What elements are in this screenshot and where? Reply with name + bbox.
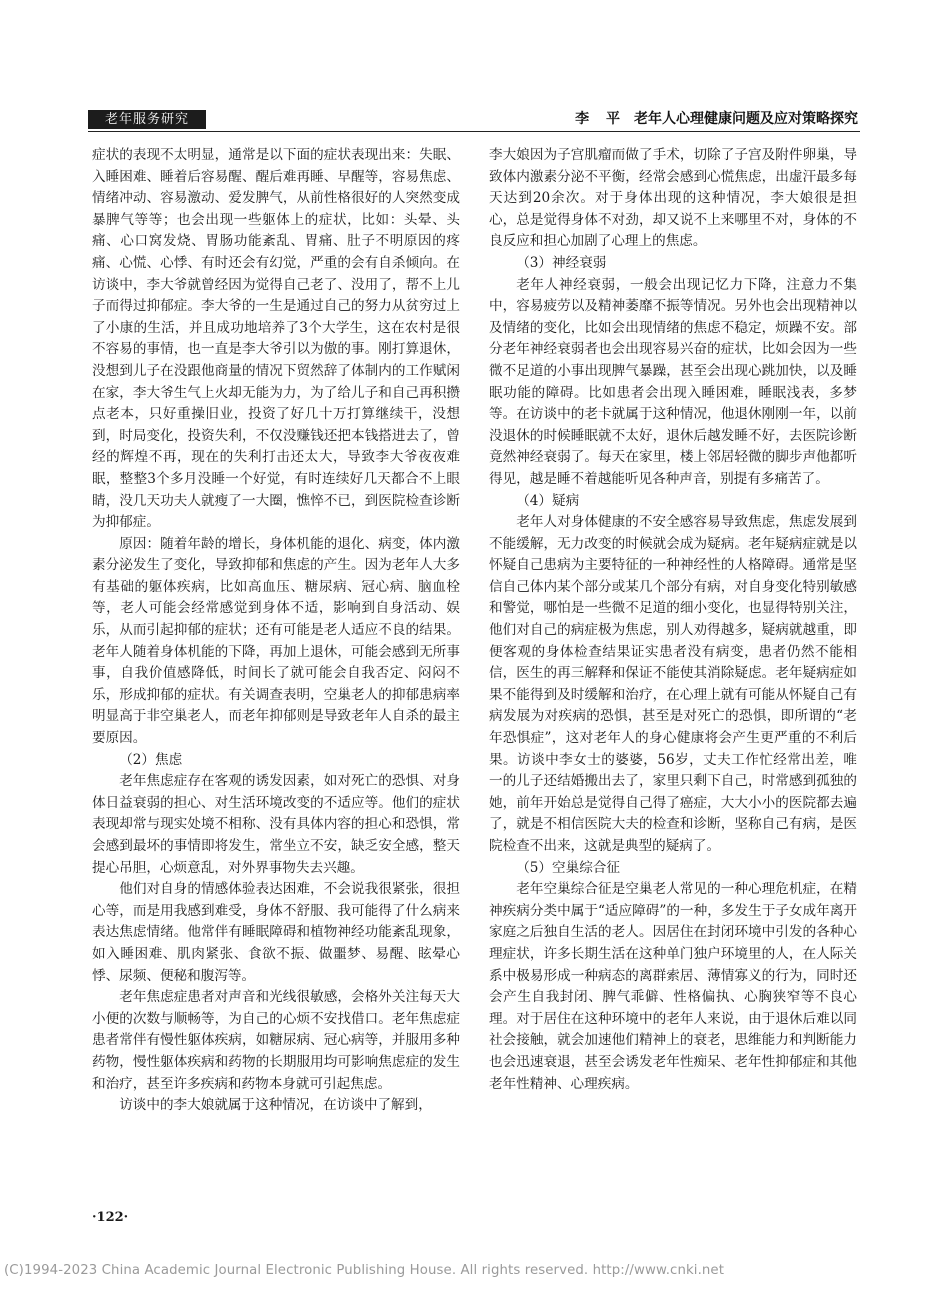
section-heading-neurasthenia: （3）神经衰弱 bbox=[516, 254, 607, 271]
right-column bbox=[489, 145, 857, 1095]
paragraph: 老年人神经衰弱，一般会出现记忆力下降，注意力不集中，容易疲劳以及精神萎靡不振等情况。另外也会出现精神以及情绪的变化，比如会出现情绪的焦虑不稳定，烦躁不安。部分老年神经衰弱者也会出现容易兴奋的症状，比如会因为一些微不足道的小事出现脾气暴躁，甚至会出现心跳加快，以及睡眠功能的障碍。比如患者会出现入睡困难，睡眠浅表，多梦等。在访谈中的老卡就属于这种情况，他退休刚刚一年，以前没退休的时候睡眠就不太好，退休后越发睡不好，去医院诊断竟然神经衰弱了。每天在家里，楼上邻居轻微的脚步声他都听得见，越是睡不着越能听见各种声音，别提有多痛苦了。 bbox=[489, 276, 857, 487]
paragraph: 老年空巢综合征是空巢老人常见的一种心理危机症，在精神疾病分类中属于“适应障碍”的一种，多发生于子女成年离开家庭之后独自生活的老人。因居住在封闭环境中引发的各种心理症状，许多长期生活在这种单门独户环境里的人，在人际关系中极易形成一种病态的离群索居、薄情寡义的行为，同时还会产生自我封闭、脾气乖僻、性格偏执、心胸狭窄等不良心理。对于居住在这种环境中的老年人来说，由于退休后难以同社会接触，就会加速他们精神上的衰老，思维能力和判断能力也会迅速衰退，甚至会诱发老年性痴呆、老年性抑郁症和其他老年性精神、心理疾病。 bbox=[489, 881, 857, 1092]
section-heading-empty-nest: （5）空巢综合征 bbox=[516, 859, 620, 876]
header-rule bbox=[88, 131, 860, 132]
paragraph: 老年焦虑症患者对声音和光线很敏感，会格外关注每天大小便的次数与顺畅等，为自己的心烦不安找借口。老年焦虑症患者常伴有慢性躯体疾病，如糖尿病、冠心病等，并服用多种药物，慢性躯体疾病和药物的长期服用均可影响焦虑症的发生和治疗，甚至许多疾病和药物本身就可引起焦虑。 bbox=[92, 989, 460, 1092]
article-title: 老年人心理健康问题及应对策略探究 bbox=[634, 111, 858, 127]
section-heading-hypochondria: （4）疑病 bbox=[516, 492, 580, 509]
author-name: 李 平 bbox=[575, 111, 626, 127]
paragraph: 访谈中的李大娘就属于这种情况，在访谈中了解到， bbox=[119, 1097, 432, 1114]
paragraph: 症状的表现不太明显，通常是以下面的症状表现出来：失眠、入睡困难、睡着后容易醒、醒后难再睡、早醒等，容易焦虑、情绪冲动、容易激动、爱发脾气，从前性格很好的人突然变成暴脾气等等；也会出现一些躯体上的症状，比如：头晕、头痛、心口窝发烧、胃肠功能紊乱、胃痛、肚子不明原因的疼痛、心慌、心悸、有时还会有幻觉，严重的会有自杀倾向。在访谈中，李大爷就曾经因为觉得自己老了、没用了，帮不上儿子而得过抑郁症。李大爷的一生是通过自己的努力从贫穷过上了小康的生活，并且成功地培养了3个大学生，这在农村是很不容易的事情，也一直是李大爷引以为傲的事。刚打算退休，没想到儿子在没跟他商量的情况下贸然辞了体制内的工作赋闲在家，李大爷生气上火却无能为力，为了给儿子和自己再积攒点老本，只好重操旧业，投资了好几十万打算继续干，没想到，时局变化，投资失利，不仅没赚钱还把本钱搭进去了，曾经的辉煌不再，现在的失利打击还太大，导致李大爷夜夜难眠，整整3个多月没睡一个好觉，有时连续好几天都合不上眼睛，没几天功夫人就瘦了一大圈，憔悴不已，到医院检查诊断为抑郁症。 bbox=[92, 147, 460, 531]
paragraph: 老年焦虑症存在客观的诱发因素，如对死亡的恐惧、对身体日益衰弱的担心、对生活环境改变的不适应等。他们的症状表现却常与现实处境不相称、没有具体内容的担心和恐惧，常会感到最坏的事情即将发生，常坐立不安，缺乏安全感，整天提心吊胆，心烦意乱，对外界事物失去兴趣。 bbox=[92, 773, 460, 876]
copyright-footer: (C)1994-2023 China Academic Journal Electronic Publishing House. All rights reserved. http://www.cnki.net bbox=[4, 1263, 725, 1278]
paragraph: 老年人对身体健康的不安全感容易导致焦虑，焦虑发展到不能缓解，无力改变的时候就会成为疑病。老年疑病症就是以怀疑自己患病为主要特征的一种神经性的人格障碍。通常是坚信自己体内某个部分或某几个部分有病，对自身变化特别敏感和警觉，哪怕是一些微不足道的细小变化，也显得特别关注，他们对自己的病症极为焦虑，别人劝得越多，疑病就越重，即便客观的身体检查结果证实患者没有病变，患者仍然不能相信，医生的再三解释和保证不能使其消除疑虑。老年疑病症如果不能得到及时缓解和治疗，在心理上就有可能从怀疑自己有病发展为对疾病的恐惧，甚至是对死亡的恐惧，即所谓的“老年恐惧症”，这对老年人的身心健康将会产生更严重的不利后果。访谈中李女士的婆婆，56岁，丈夫工作忙经常出差，唯一的儿子还结婚搬出去了，家里只剩下自己，时常感到孤独的她，前年开始总是觉得自己得了癌症，大大小小的医院都去遍了，就是不相信医院大夫的检查和诊断，坚称自己有病，是医院检查不出来，这就是典型的疑病了。 bbox=[489, 514, 857, 854]
journal-section-tag: 老年服务研究 bbox=[88, 110, 206, 129]
section-heading-anxiety: （2）焦虑 bbox=[119, 751, 183, 768]
paragraph: 原因：随着年龄的增长，身体机能的退化、病变，体内激素分泌发生了变化，导致抑郁和焦虑的产生。因为老年人大多有基础的躯体疾病，比如高血压、糖尿病、冠心病、脑血栓等，老人可能会经常感觉到身体不适，影响到自身活动、娱乐，从而引起抑郁的症状；还有可能是老人适应不良的结果。老年人随着身体机能的下降，再加上退休，可能会感到无所事事，自我价值感降低，时间长了就可能会自我否定、闷闷不乐，形成抑郁的症状。有关调查表明，空巢老人的抑郁患病率明显高于非空巢老人，而老年抑郁则是导致老年人自杀的最主要原因。 bbox=[92, 535, 460, 747]
paragraph: 李大娘因为子宫肌瘤而做了手术，切除了子宫及附件卵巢，导致体内激素分泌不平衡，经常会感到心慌焦虑，出虚汗最多每天达到20余次。对于身体出现的这种情况，李大娘很是担心，总是觉得身体不对劲，却又说不上来哪里不对，身体的不良反应和担心加剧了心理上的焦虑。 bbox=[489, 147, 857, 250]
running-header bbox=[575, 108, 858, 128]
left-column bbox=[92, 145, 460, 1117]
paragraph: 他们对自身的情感体验表达困难，不会说我很紧张，很担心等，而是用我感到难受，身体不舒服、我可能得了什么病来表达焦虑情绪。他常伴有睡眠障碍和植物神经功能紊乱现象，如入睡困难、肌肉紧张、食欲不振、做噩梦、易醒、眩晕心悸、尿频、便秘和腹泻等。 bbox=[92, 881, 460, 984]
page-number: ·122· bbox=[92, 1210, 129, 1225]
